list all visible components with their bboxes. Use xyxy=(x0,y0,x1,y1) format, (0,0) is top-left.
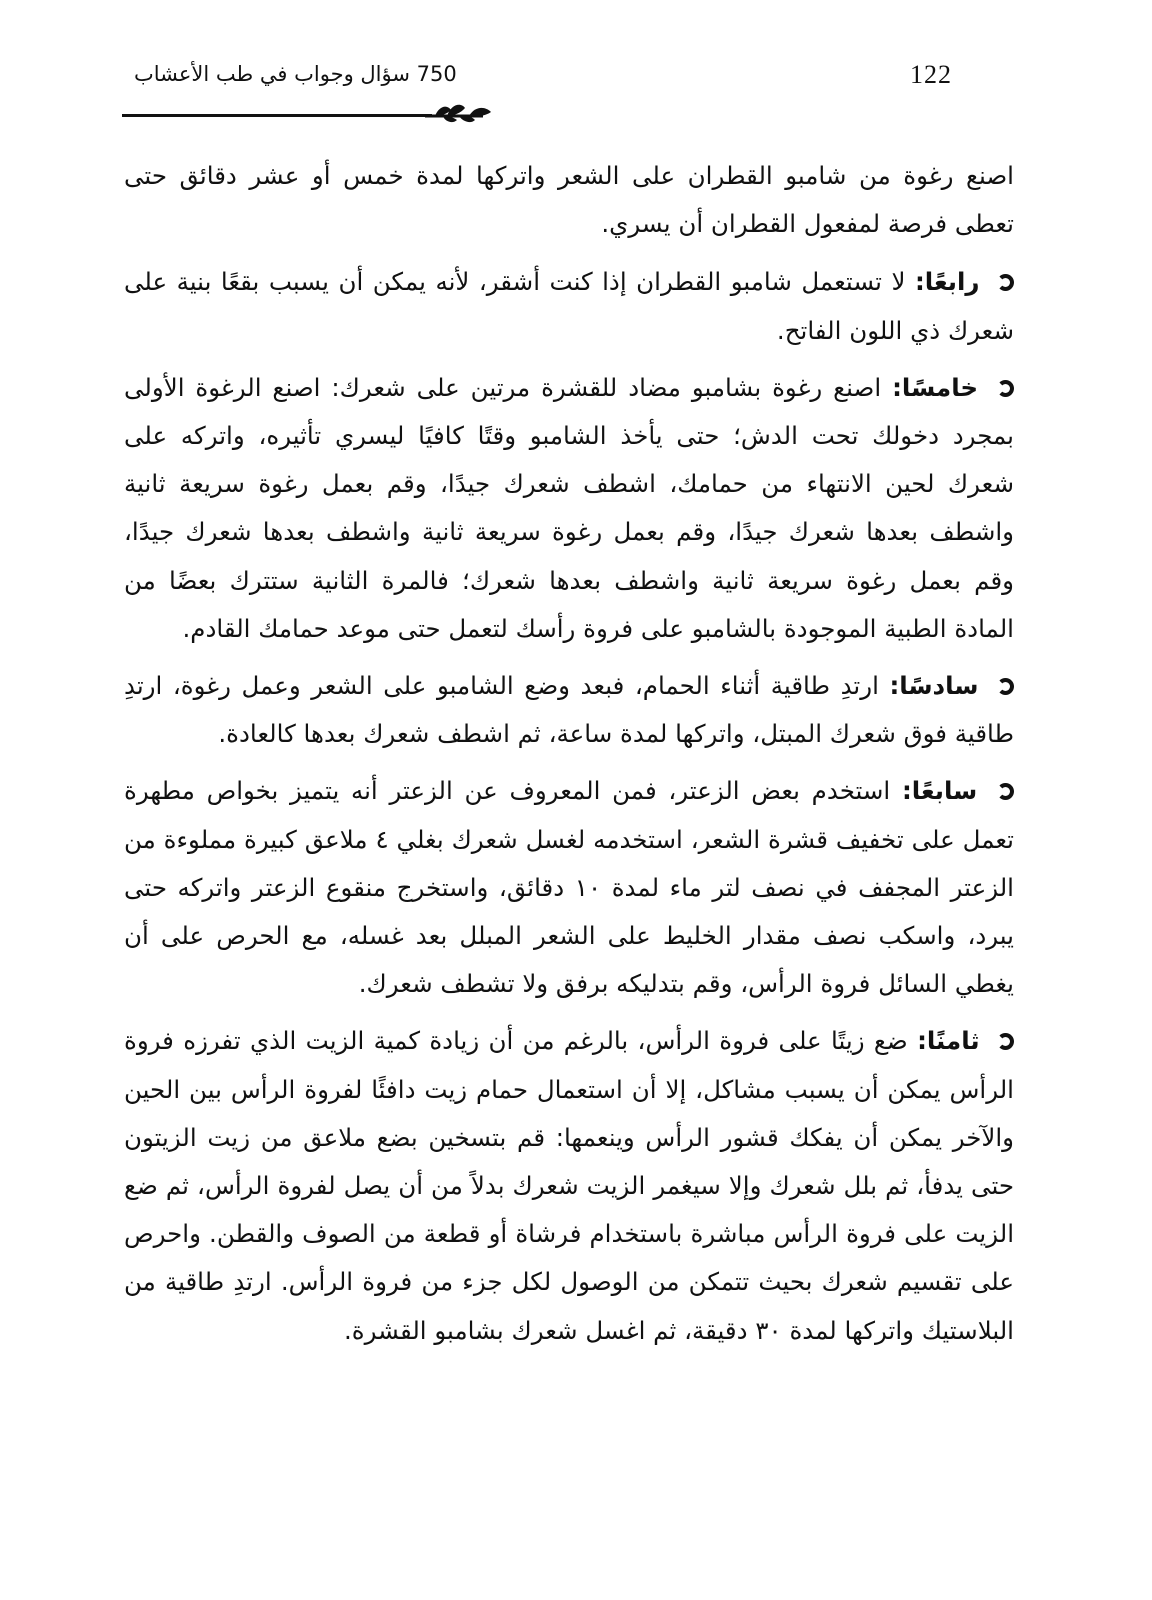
paragraph-sixth xyxy=(124,662,1014,758)
paragraph-seventh xyxy=(124,767,1014,1008)
crescent-bullet-icon xyxy=(997,1033,1014,1050)
crescent-bullet-icon xyxy=(997,678,1014,695)
paragraph-lead: خامسًا: xyxy=(892,372,979,402)
paragraph-text: ضع زيتًا على فروة الرأس، بالرغم من أن زيادة كمية الزيت الذي تفرزه فروة الرأس يمكن أن يسبب مشاكل، إلا أن استعمال حمام زيت دافئًا لفروة الرأس بين الحين والآخر يمكن أن يفكك قشور الرأس وينعمها: قم بتسخين بضع ملاعق من زيت الزيتون حتى يدفأ، ثم بلل شعرك وإلا سيغمر الزيت شعرك بدلاً من أن يصل لفروة الرأس، ثم ضع الزيت على فروة الرأس مباشرة باستخدام فرشاة أو قطعة من الصوف والقطن. واحرص على تقسيم شعرك بحيث تتمكن من الوصول لكل جزء من فروة الرأس. ارتدِ طاقية من البلاستيك واتركها لمدة ٣٠ دقيقة، ثم اغسل شعرك بشامبو القشرة. xyxy=(124,1026,1014,1345)
paragraph-lead: سابعًا: xyxy=(901,776,978,806)
paragraph-text: لا تستعمل شامبو القطران إذا كنت أشقر، لأنه يمكن أن يسبب بقعًا بنية على شعرك ذي اللون الفاتح. xyxy=(124,267,1014,345)
page-header xyxy=(122,58,962,98)
paragraph-lead: ثامنًا: xyxy=(917,1026,980,1056)
crescent-bullet-icon xyxy=(997,380,1014,397)
paragraph-eighth xyxy=(124,1017,1014,1354)
paragraph-text: اصنع رغوة من شامبو القطران على الشعر واتركها لمدة خمس أو عشر دقائق حتى تعطى فرصة لمفعول القطران أن يسري. xyxy=(124,161,1014,239)
header-rule xyxy=(122,114,432,117)
leaf-ornament-icon xyxy=(425,100,495,126)
page-number: 122 xyxy=(910,60,952,89)
paragraph-fourth xyxy=(124,258,1014,354)
paragraph-lead: سادسًا: xyxy=(889,671,979,701)
paragraph-text: اصنع رغوة بشامبو مضاد للقشرة مرتين على شعرك: اصنع الرغوة الأولى بمجرد دخولك تحت الدش؛ حتى يأخذ الشامبو وقتًا كافيًا ليسري تأثيره، واتركه على شعرك لحين الانتهاء من حمامك، اشطف شعرك جيدًا، وقم بعمل رغوة سريعة ثانية واشطف بعدها شعرك جيدًا، وقم بعمل رغوة سريعة ثانية واشطف بعدها شعرك جيدًا، وقم بعمل رغوة سريعة ثانية واشطف بعدها شعرك؛ فالمرة الثانية ستترك بعضًا من المادة الطبية الموجودة بالشامبو على فروة رأسك لتعمل حتى موعد حمامك القادم. xyxy=(124,372,1014,643)
crescent-bullet-icon xyxy=(997,783,1014,800)
paragraph-text: استخدم بعض الزعتر، فمن المعروف عن الزعتر أنه يتميز بخواص مطهرة تعمل على تخفيف قشرة الشعر، استخدمه لغسل شعرك بغلي ٤ ملاعق كبيرة مملوءة من الزعتر المجفف في نصف لتر ماء لمدة ١٠ دقائق، واستخرج منقوع الزعتر واتركه حتى يبرد، واسكب نصف مقدار الخليط على الشعر المبلل بعد غسله، مع الحرص على أن يغطي السائل فروة الرأس، وقم بتدليكه برفق ولا تشطف شعرك. xyxy=(124,776,1014,999)
paragraph-fifth xyxy=(124,364,1014,653)
crescent-bullet-icon xyxy=(997,274,1014,291)
paragraph-lead: رابعًا: xyxy=(914,267,980,297)
running-title: 750 سؤال وجواب في طب الأعشاب xyxy=(134,62,457,86)
paragraph-text: ارتدِ طاقية أثناء الحمام، فبعد وضع الشامبو على الشعر وعمل رغوة، ارتدِ طاقية فوق شعرك المبتل، واتركها لمدة ساعة، ثم اشطف شعرك بعدها كالعادة. xyxy=(124,671,1014,749)
paragraph-continued xyxy=(124,152,1014,248)
body-text xyxy=(124,152,1014,1364)
